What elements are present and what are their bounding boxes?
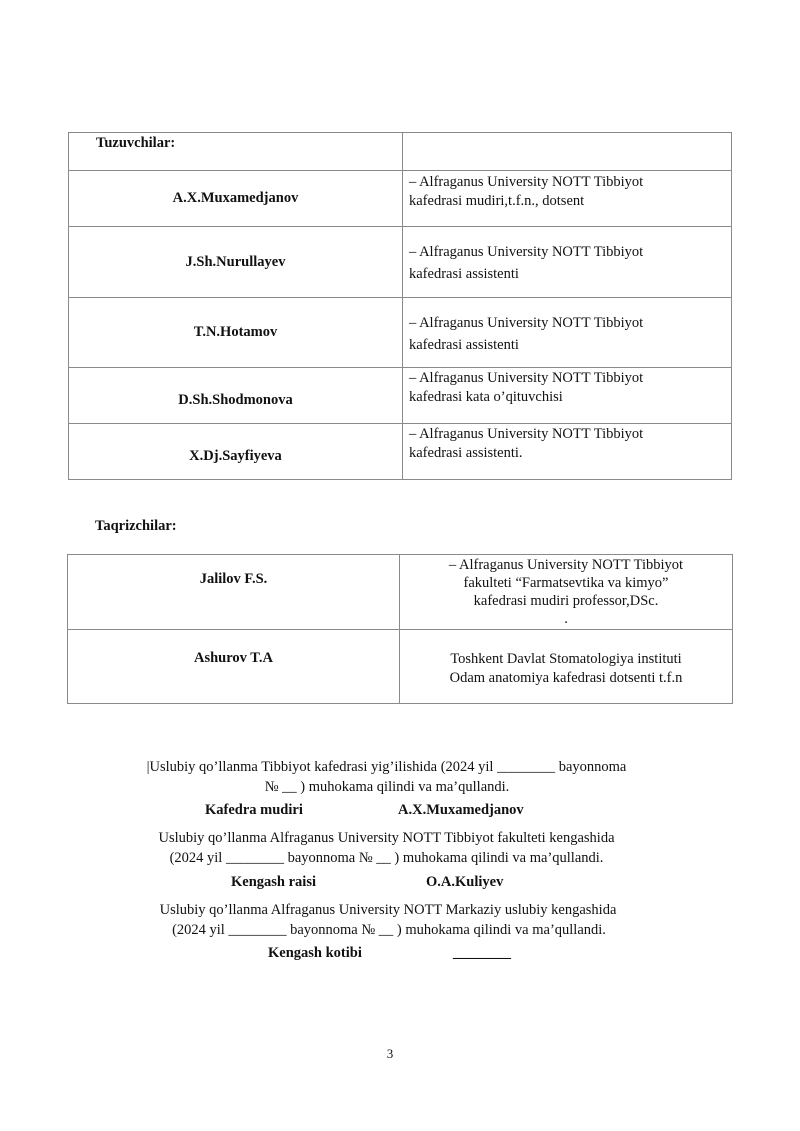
reviewer-desc xyxy=(400,630,733,704)
approval-line: |Uslubiy qo’llanma Tibbiyot kafedrasi yig’ilishida (2024 yil ________ bayonnoma xyxy=(146,759,627,775)
author-desc xyxy=(403,368,732,424)
reviewer-desc-line: Odam anatomiya kafedrasi dotsenti t.f.n xyxy=(449,670,683,686)
authors-table xyxy=(68,132,732,480)
approval-line: № __ ) muhokama qilindi va ma’qullandi. xyxy=(264,779,510,795)
author-desc xyxy=(403,424,732,480)
author-desc-line: kafedrasi assistenti. xyxy=(409,445,523,461)
author-desc-line: kafedrasi assistenti xyxy=(409,266,519,282)
author-desc-line: kafedrasi mudiri,t.f.n., dotsent xyxy=(409,193,585,209)
approval-line: (2024 yil ________ bayonnoma № __ ) muhokama qilindi va ma’qullandi. xyxy=(169,850,604,866)
approval-text xyxy=(0,757,800,797)
reviewer-desc-line: . xyxy=(564,611,568,627)
author-name: A.X.Muxamedjanov xyxy=(69,171,403,227)
author-desc-line: – Alfraganus University NOTT Tibbiyot xyxy=(409,244,644,260)
approval-person: ________ xyxy=(453,945,511,961)
approval-text xyxy=(0,900,800,940)
reviewer-name: Ashurov T.A xyxy=(68,630,400,704)
reviewer-name: Jalilov F.S. xyxy=(68,555,400,630)
authors-header: Tuzuvchilar: xyxy=(96,135,176,151)
reviewer-desc-line: – Alfraganus University NOTT Tibbiyot xyxy=(448,557,684,573)
author-desc-line: – Alfraganus University NOTT Tibbiyot xyxy=(409,174,644,190)
author-desc xyxy=(403,298,732,368)
reviewer-desc-line: kafedrasi mudiri professor,DSc. xyxy=(473,593,659,609)
authors-header-empty-cell xyxy=(403,133,732,171)
approval-role: Kengash raisi xyxy=(231,874,316,890)
approval-text xyxy=(0,828,800,868)
author-desc xyxy=(403,171,732,227)
author-name: X.Dj.Sayfiyeva xyxy=(69,424,403,480)
author-desc-line: kafedrasi kata o’qituvchisi xyxy=(409,389,563,405)
reviewers-heading: Taqrizchilar: xyxy=(95,518,177,534)
approval-person: A.X.Muxamedjanov xyxy=(398,802,524,818)
author-name: J.Sh.Nurullayev xyxy=(69,227,403,298)
reviewer-desc xyxy=(400,555,733,630)
author-desc xyxy=(403,227,732,298)
approval-line: Uslubiy qo’llanma Alfraganus University NOTT Tibbiyot fakulteti kengashida xyxy=(158,830,615,846)
reviewer-desc-line: Toshkent Davlat Stomatologiya instituti xyxy=(450,651,682,667)
reviewers-table xyxy=(67,554,733,704)
page-number: 3 xyxy=(386,1046,394,1061)
approval-role: Kengash kotibi xyxy=(268,945,362,961)
reviewer-desc-line: fakulteti “Farmatsevtika va kimyo” xyxy=(463,575,669,591)
author-desc-line: – Alfraganus University NOTT Tibbiyot xyxy=(409,315,644,331)
author-name: T.N.Hotamov xyxy=(69,298,403,368)
author-desc-line: – Alfraganus University NOTT Tibbiyot xyxy=(409,370,644,386)
author-name: D.Sh.Shodmonova xyxy=(69,368,403,424)
author-desc-line: – Alfraganus University NOTT Tibbiyot xyxy=(409,426,644,442)
authors-header-cell xyxy=(69,133,403,171)
author-desc-line: kafedrasi assistenti xyxy=(409,337,519,353)
approval-line: Uslubiy qo’llanma Alfraganus University NOTT Markaziy uslubiy kengashida xyxy=(159,902,617,918)
approval-person: O.A.Kuliyev xyxy=(426,874,504,890)
approval-role: Kafedra mudiri xyxy=(205,802,303,818)
approval-line: (2024 yil ________ bayonnoma № __ ) muhokama qilindi va ma’qullandi. xyxy=(172,922,606,938)
